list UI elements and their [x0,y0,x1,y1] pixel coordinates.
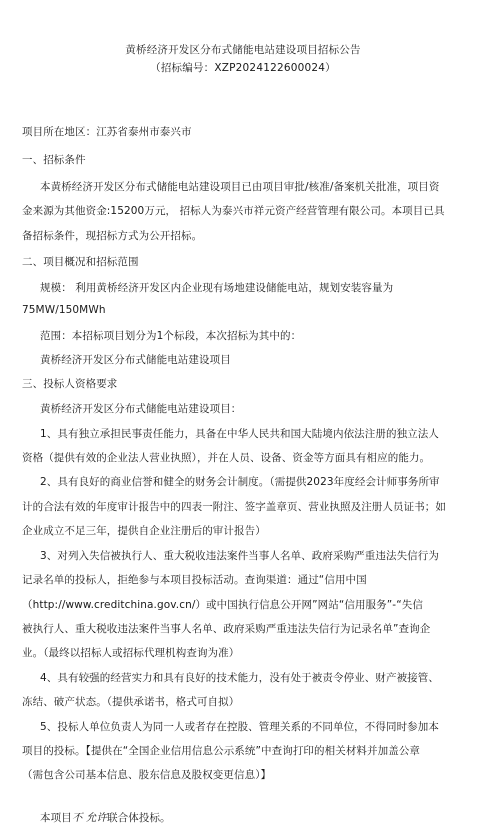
section-heading-qualifications: 三、投标人资格要求 [22,378,118,390]
project-scale-capacity: 75MW/150MWh [22,304,106,316]
requirement-line: 2、具有良好的商业信誉和健全的财务会计制度。（需提供2023年度经会计师事务所审 [40,476,440,488]
paragraph-line: 备招标条件，现招标方式为公开招标。 [22,230,203,242]
section-heading-bidding-conditions: 一、招标条件 [22,154,86,166]
consortium-allowance: 不 允许 [71,812,108,824]
requirement-line: 资格（提供有效的企业法人营业执照），并在人员、设备、资金等方面具有相应的能力。 [22,452,431,464]
requirement-line: 计的合法有效的年度审计报告中的四表一附注、签字盖章页、营业执照及注册人员证书；如 [22,501,446,513]
project-range: 范围：本招标项目划分为1个标段，本次招标为其中的： [40,330,302,342]
requirement-line: （需包含公司基本信息、股东信息及股权变更信息）】 [22,769,272,781]
consortium-prefix: 本项目 [40,812,72,824]
lot-name: 黄桥经济开发区分布式储能电站建设项目 [40,354,231,366]
requirement-line: 企业成立不足三年，提供自企业注册后的审计报告） [22,525,266,537]
requirement-line: 记录名单的投标人，拒绝参与本项目投标活动。查询渠道：通过“信用中国 [22,574,367,586]
qualification-intro: 黄桥经济开发区分布式储能电站建设项目： [40,403,242,415]
requirement-line: 项目的投标。【提供在“全国企业信用信息公示系统”中查询打印的相关材料并加盖公章 [22,745,421,757]
paragraph-line: 本黄桥经济开发区分布式储能电站建设项目已由项目审批/核准/备案机关批准，项目资 [40,181,440,193]
project-location: 项目所在地区：江苏省泰州市泰兴市 [22,126,192,138]
requirement-line: 3、对列入失信被执行人、重大税收违法案件当事人名单、政府采购严重违法失信行为 [40,550,439,562]
consortium-suffix: 联合体投标。 [107,812,171,824]
requirement-line: 冻结、破产状态。（提供承诺书，格式可自拟） [22,696,240,708]
requirement-line: 1、具有独立承担民事责任能力，具备在中华人民共和国大陆境内依法注册的独立法人 [40,428,439,440]
project-scale-line: 规模： 利用黄桥经济开发区内企业现有场地建设储能电站，规划安装容量为 [40,282,394,294]
section-heading-project-overview: 二、项目概况和招标范围 [22,256,139,268]
paragraph-line: 金来源为其他资金:15200万元， 招标人为泰兴市祥元资产经营管理有限公司。本项目已具 [22,205,445,217]
consortium-statement [40,810,171,825]
document-title: 黄桥经济开发区分布式储能电站建设项目招标公告 [125,44,361,56]
requirement-line: 4、具有较强的经营实力和具有良好的技术能力，没有处于被责令停业、财产被接管、 [40,672,439,684]
requirement-line: 业。（最终以招标人或招标代理机构查询为准） [22,647,240,659]
tender-number: （招标编号：XZP2024122600024） [150,62,336,74]
requirement-line: 5、投标人单位负责人为同一人或者存在控股、管理关系的不同单位，不得同时参加本 [40,721,439,733]
requirement-line: 被执行人、重大税收违法案件当事人名单、政府采购严重违法失信行为记录名单”查询企 [22,623,431,635]
requirement-line: （http://www.creditchina.gov.cn/）或中国执行信息公开网”网站“信用服务”-“失信 [22,599,423,611]
